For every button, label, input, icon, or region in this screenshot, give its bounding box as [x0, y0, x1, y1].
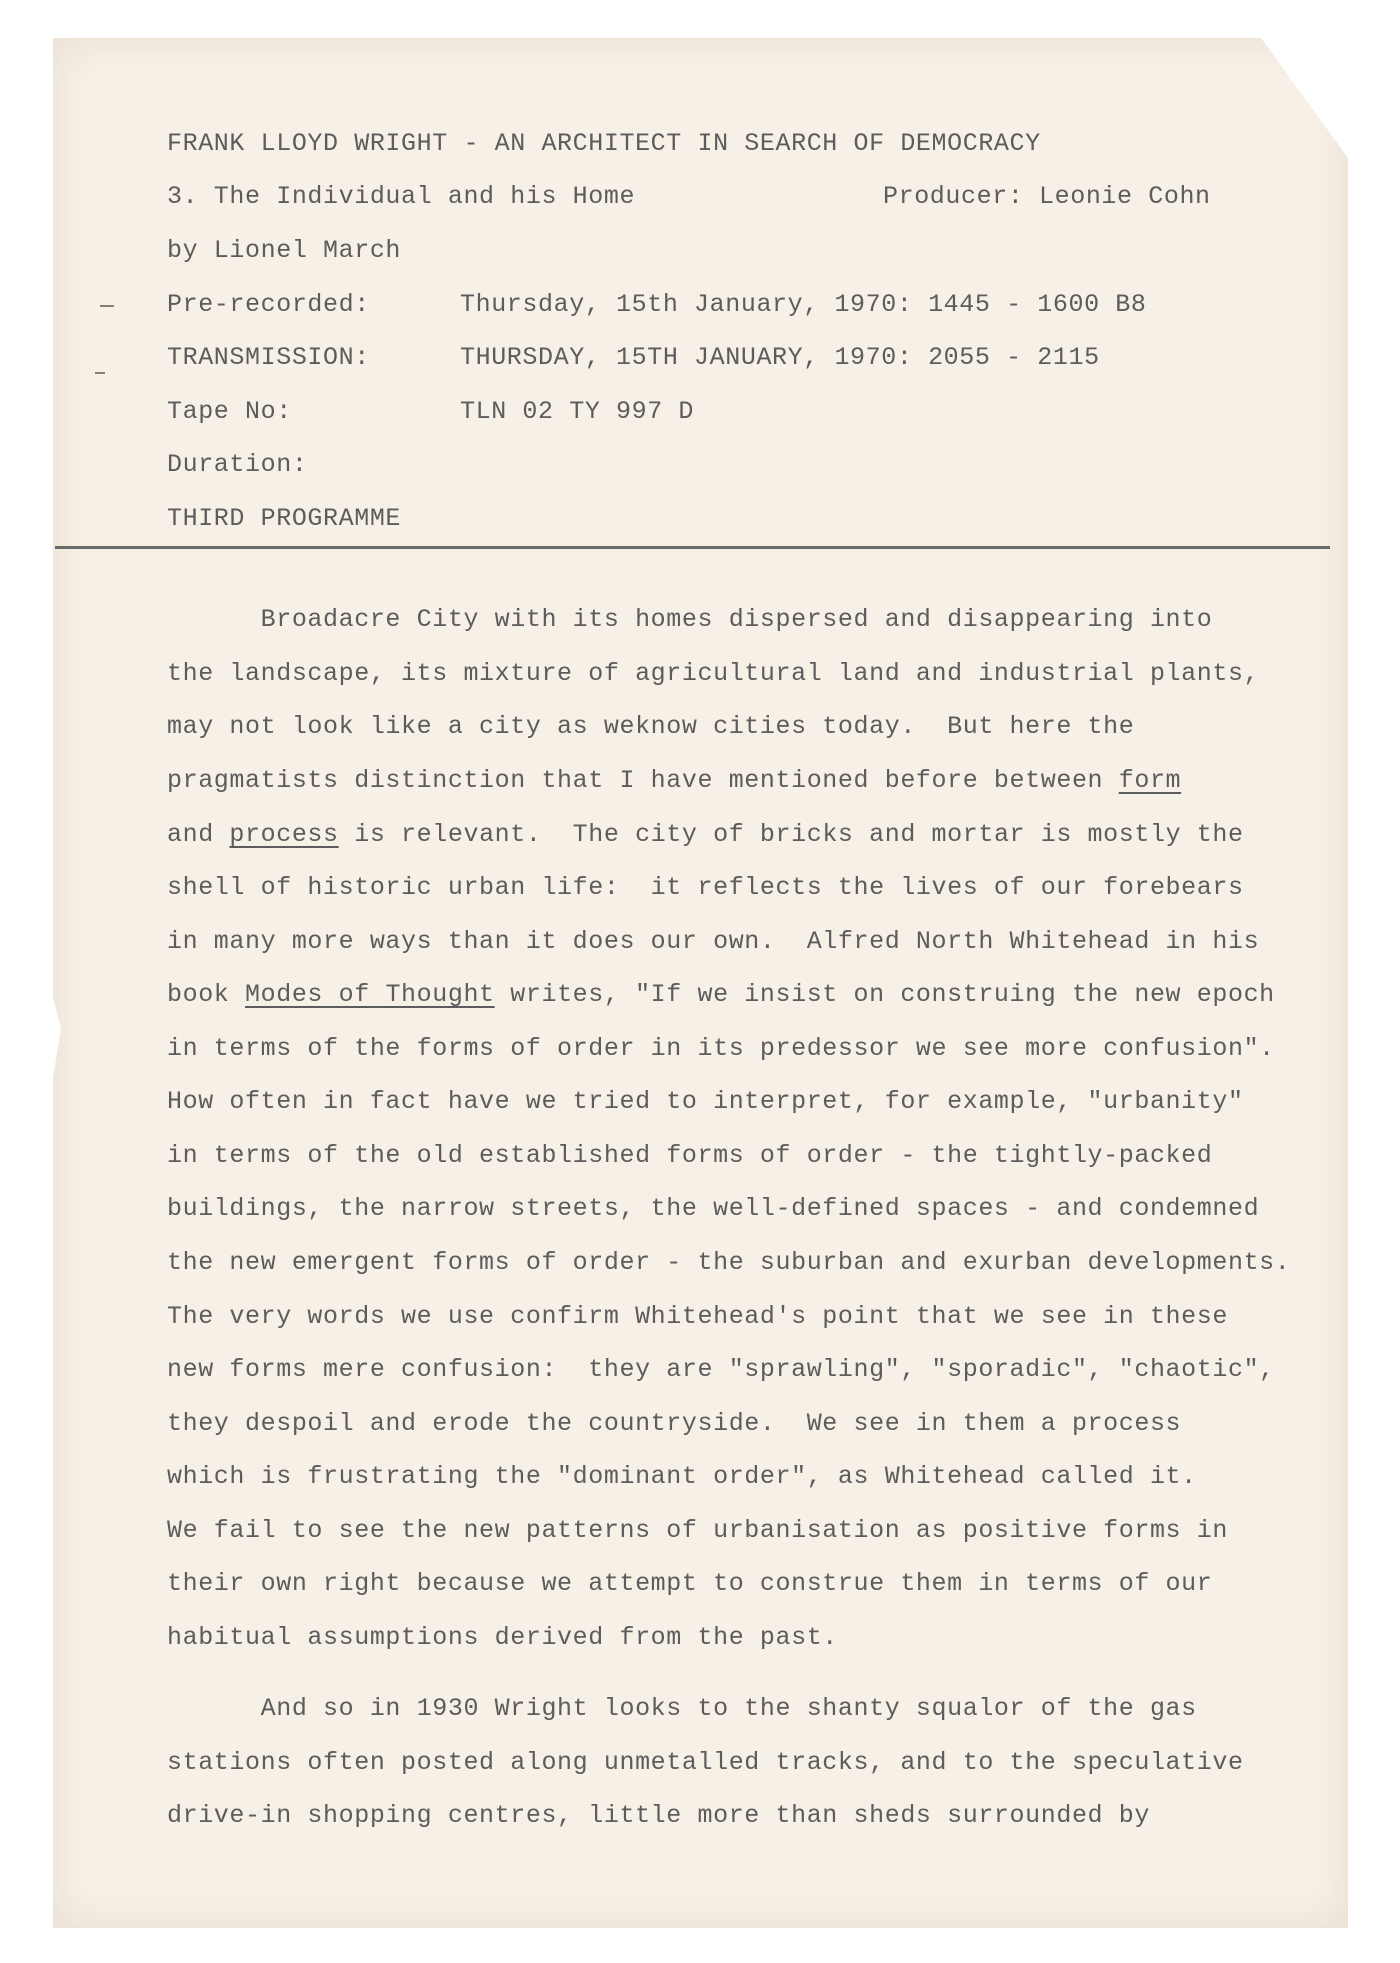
body-text: is relevant. The city of bricks and mortar is mostly the [338, 820, 1244, 849]
prerecorded-value: Thursday, 15th January, 1970: 1445 - 1600 B8 [460, 290, 1147, 319]
body-line [167, 982, 1275, 1007]
body-text: and [167, 820, 230, 849]
body-line: in many more ways than it does our own. Alfred North Whitehead in his [167, 927, 1260, 956]
episode-title: 3. The Individual and his Home [167, 182, 636, 211]
transmission-value: THURSDAY, 15TH JANUARY, 1970: 2055 - 2115 [460, 343, 1100, 372]
body-text: pragmatists distinction that I have mentioned before between [167, 766, 1119, 795]
programme-label: THIRD PROGRAMME [167, 504, 402, 533]
transmission-label: TRANSMISSION: [167, 343, 370, 372]
prerecorded-label: Pre-recorded: [167, 290, 370, 319]
body-line [167, 768, 1181, 793]
producer-line: Producer: Leonie Cohn [883, 182, 1211, 211]
body-text: book [167, 980, 246, 1009]
body-line [167, 822, 1244, 847]
body-line: Broadacre City with its homes dispersed and disappearing into [167, 605, 1213, 634]
underlined-process: process [229, 820, 339, 849]
body-line: may not look like a city as weknow cities today. But here the [167, 712, 1135, 741]
body-line: And so in 1930 Wright looks to the shanty squalor of the gas [167, 1694, 1197, 1723]
underlined-form: form [1118, 766, 1182, 795]
body-line: How often in fact have we tried to interpret, for example, "urbanity" [167, 1087, 1244, 1116]
duration-label: Duration: [167, 450, 308, 479]
body-text: writes, "If we insist on construing the new epoch [494, 980, 1275, 1009]
body-line: the landscape, its mixture of agricultural land and industrial plants, [167, 659, 1260, 688]
body-line: their own right because we attempt to construe them in terms of our [167, 1569, 1213, 1598]
body-line: drive-in shopping centres, little more than sheds surrounded by [167, 1801, 1150, 1830]
tape-no-label: Tape No: [167, 397, 292, 426]
body-line: the new emergent forms of order - the suburban and exurban developments. [167, 1248, 1291, 1277]
body-line: shell of historic urban life: it reflects the lives of our forebears [167, 873, 1244, 902]
author-line: by Lionel March [167, 236, 402, 265]
margin-mark [100, 305, 114, 307]
margin-mark [95, 372, 105, 374]
tape-no-value: TLN 02 TY 997 D [460, 397, 695, 426]
body-line: buildings, the narrow streets, the well-defined spaces - and condemned [167, 1194, 1260, 1223]
body-line: they despoil and erode the countryside. We see in them a process [167, 1409, 1182, 1438]
body-line: The very words we use confirm Whitehead's point that we see in these [167, 1302, 1228, 1331]
body-line: We fail to see the new patterns of urbanisation as positive forms in [167, 1516, 1228, 1545]
document-title: FRANK LLOYD WRIGHT - AN ARCHITECT IN SEARCH OF DEMOCRACY [167, 129, 1041, 158]
header-divider [55, 546, 1330, 549]
body-line: new forms mere confusion: they are "sprawling", "sporadic", "chaotic", [167, 1355, 1275, 1384]
body-line: habitual assumptions derived from the past. [167, 1623, 838, 1652]
body-line: in terms of the old established forms of order - the tightly-packed [167, 1141, 1213, 1170]
body-line: in terms of the forms of order in its predessor we see more confusion". [167, 1034, 1275, 1063]
underlined-book-title: Modes of Thought [245, 980, 495, 1009]
body-line: stations often posted along unmetalled tracks, and to the speculative [167, 1748, 1244, 1777]
body-line: which is frustrating the "dominant order", as Whitehead called it. [167, 1462, 1197, 1491]
